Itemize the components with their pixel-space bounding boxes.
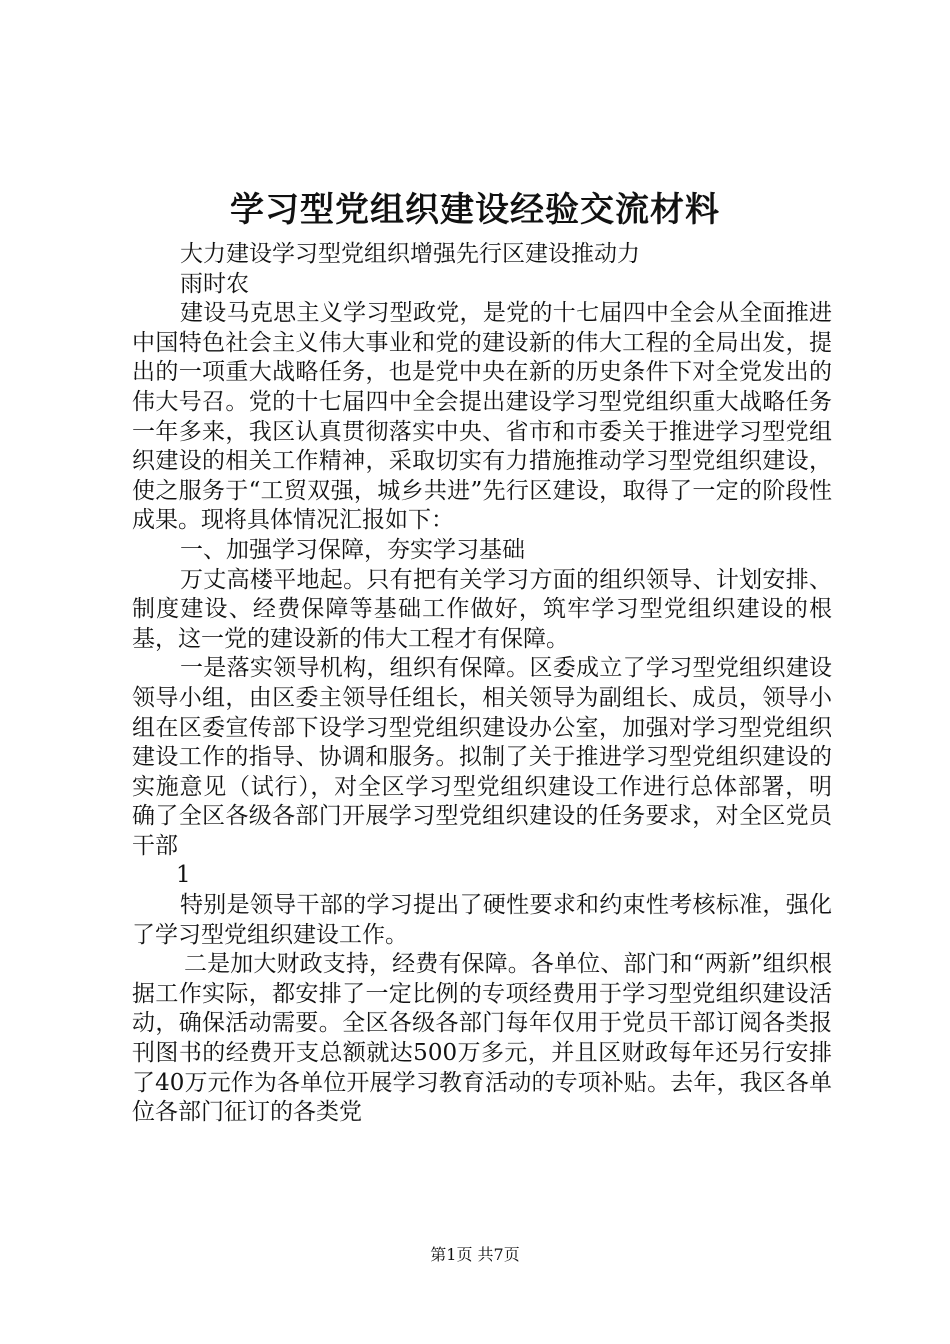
document-body xyxy=(132,240,832,1128)
paragraph-foundation: 万丈高楼平地起。只有把有关学习方面的组织领导、计划安排、制度建设、经费保障等基础工作做好，筑牢学习型党组织建设的根基，这一党的建设新的伟大工程才有保障。 xyxy=(132,566,832,652)
inline-page-number: 1 xyxy=(176,862,191,889)
paragraph-intro: 建设马克思主义学习型政党，是党的十七届四中全会从全面推进中国特色社会主义伟大事业和党的建设新的伟大工程的全局出发，提出的一项重大战略任务，也是党中央在新的历史条件下对全党发出的伟大号召。党的十七届四中全会提出建设学习型党组织重大战略任务一年多来，我区认真贯彻落实中央、省市和市委关于推进学习型党组织建设的相关工作精神，采取切实有力措施推动学习型党组织建设，使之服务于“工贸双强，城乡共进”先行区建设，取得了一定的阶段性成果。现将具体情况汇报如下： xyxy=(132,300,832,534)
paragraph-requirements: 特别是领导干部的学习提出了硬性要求和约束性考核标准，强化了学习型党组织建设工作。 xyxy=(132,892,832,948)
page-footer: 第1页 共7页 xyxy=(430,1245,520,1264)
author: 雨时农 xyxy=(180,270,249,297)
subtitle: 大力建设学习型党组织增强先行区建设推动力 xyxy=(180,241,640,267)
document-title: 学习型党组织建设经验交流材料 xyxy=(230,190,720,230)
paragraph-funding: 二是加大财政支持，经费有保障。各单位、部门和“两新”组织根据工作实际，都安排了一定比例的专项经费用于学习型党组织建设活动，确保活动需要。全区各级各部门每年仅用于党员干部订阅各类报刊图书的经费开支总额就达500万多元，并且区财政每年还另行安排了40万元作为各单位开展学习教育活动的专项补贴。去年，我区各单位各部门征订的各类党 xyxy=(132,951,832,1126)
section-heading-1: 一、加强学习保障，夯实学习基础 xyxy=(180,536,525,563)
paragraph-leadership: 一是落实领导机构，组织有保障。区委成立了学习型党组织建设领导小组，由区委主领导任组长，相关领导为副组长、成员，领导小组在区委宣传部下设学习型党组织建设办公室，加强对学习型党组织建设工作的指导、协调和服务。拟制了关于推进学习型党组织建设的实施意见（试行），对全区学习型党组织建设工作进行总体部署，明确了全区各级各部门开展学习型党组织建设的任务要求，对全区党员干部 xyxy=(132,655,832,859)
